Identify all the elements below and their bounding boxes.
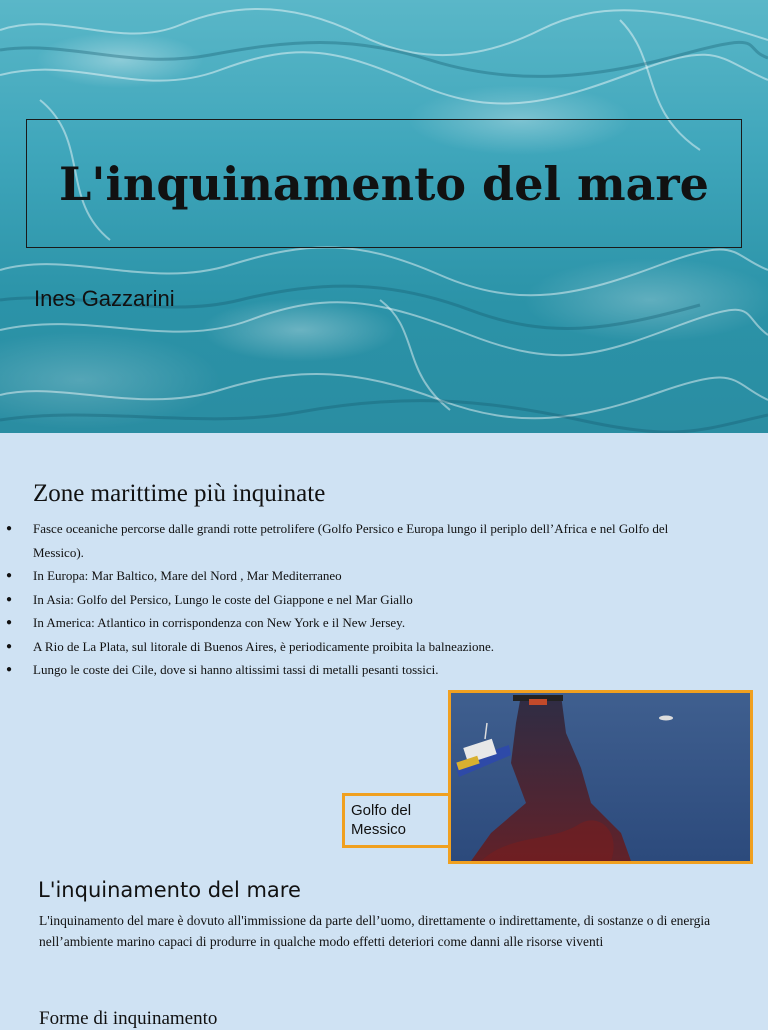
section-paragraph: L'inquinamento del mare è dovuto all'immissione da parte dell’uomo, direttamente o indirettamente, di sostanze o di energia nell’ambiente marino capaci di produrre in qualche modo effetti deteriori come danni alle risorse viventi xyxy=(39,913,711,949)
section-heading: L'inquinamento del mare xyxy=(38,878,301,902)
title-box xyxy=(26,119,742,248)
list-item xyxy=(0,588,700,612)
list-item xyxy=(0,517,700,564)
zones-list xyxy=(0,517,700,682)
bullet-icon: ● xyxy=(6,664,13,675)
bullet-icon: ● xyxy=(6,617,13,628)
author-name: Ines Gazzarini xyxy=(34,286,175,311)
list-item-text: In Asia: Golfo del Persico, Lungo le coste del Giappone e nel Mar Giallo xyxy=(33,591,413,607)
list-item xyxy=(0,658,700,682)
page-title: L'inquinamento del mare xyxy=(59,156,709,211)
bullet-icon: ● xyxy=(6,593,13,605)
oil-spill-photo xyxy=(448,690,753,864)
list-item xyxy=(0,564,700,588)
list-item-text: Lungo le coste dei Cile, dove si hanno altissimi tassi di metalli pesanti tossici. xyxy=(33,662,439,677)
list-item-text: A Rio de La Plata, sul litorale di Buenos Aires, è periodicamente proibita la balneazione. xyxy=(33,638,495,654)
bullet-icon: ● xyxy=(6,640,13,652)
bullet-icon: ● xyxy=(6,570,13,581)
list-item-text: Fasce oceaniche percorse dalle grandi rotte petrolifere (Golfo Persico e Europa lungo il periplo dell’Africa e nel Golfo del Messico). xyxy=(33,521,669,560)
list-item xyxy=(0,635,700,659)
list-item-text: In America: Atlantico in corrispondenza con New York e il New Jersey. xyxy=(33,615,406,630)
photo-caption: Golfo del Messico xyxy=(342,793,451,848)
list-item-text: In Europa: Mar Baltico, Mare del Nord , Mar Mediterraneo xyxy=(33,568,342,583)
zones-heading: Zone marittime più inquinate xyxy=(33,480,326,507)
forms-heading: Forme di inquinamento xyxy=(39,1008,218,1029)
bullet-icon: ● xyxy=(6,523,13,534)
list-item xyxy=(0,611,700,635)
oil-spill-image xyxy=(451,693,750,861)
hero-water-banner xyxy=(0,0,768,433)
